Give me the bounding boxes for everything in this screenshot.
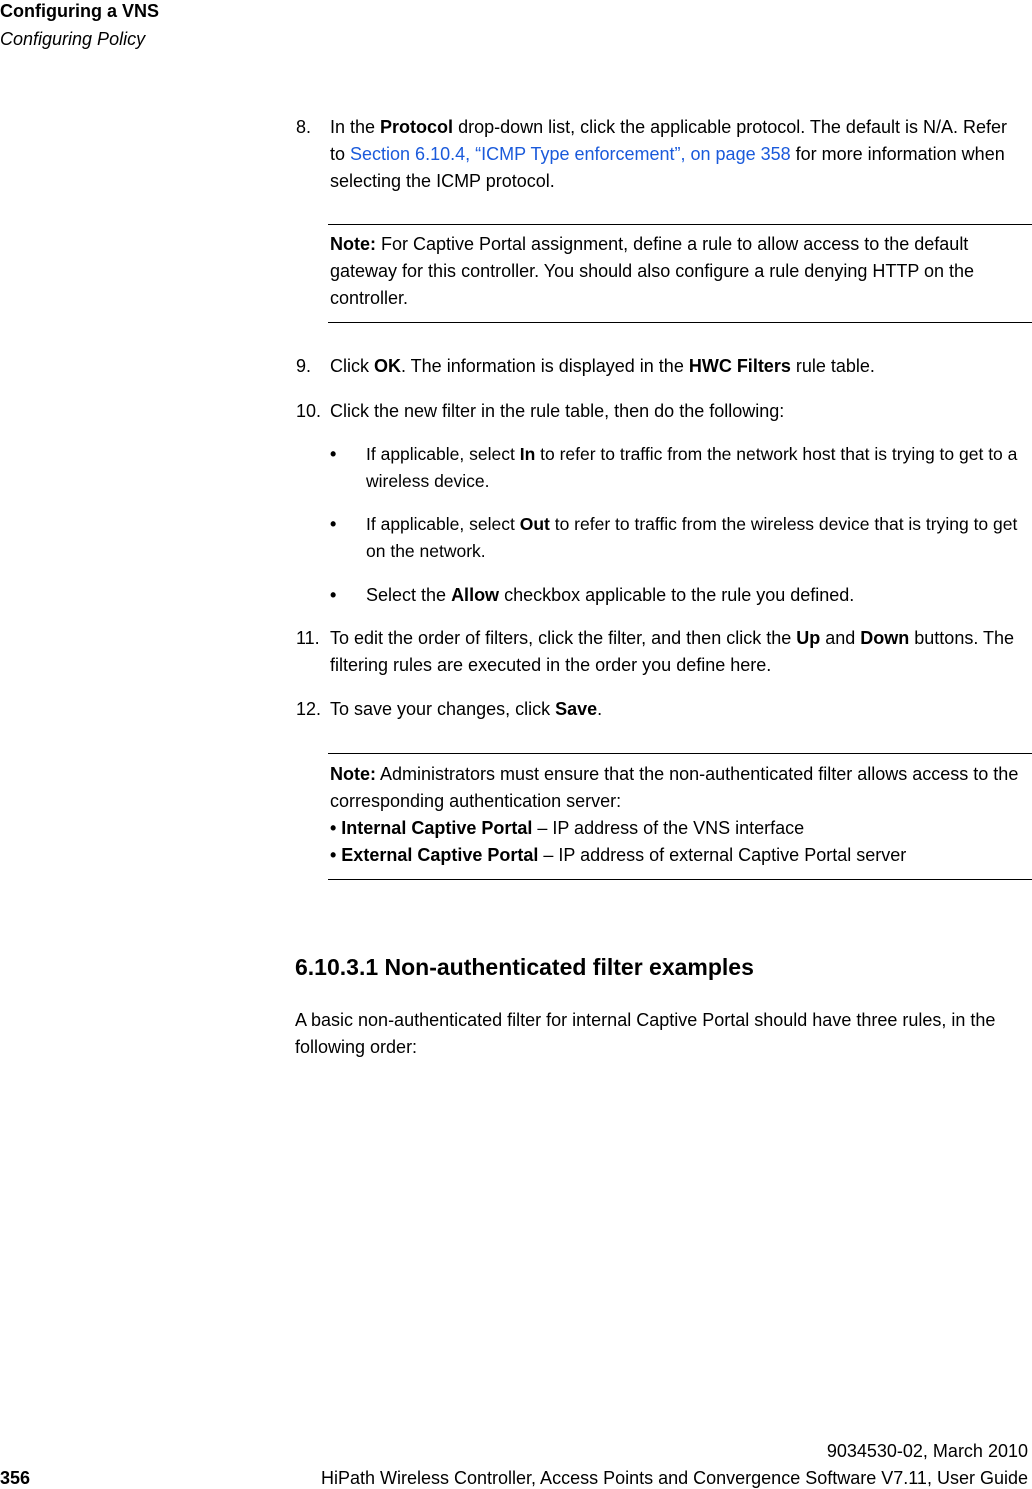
bullet-marker: • — [330, 444, 337, 464]
bullet-marker: • — [330, 585, 337, 605]
section-link[interactable]: Section 6.10.4, “ICMP Type enforcement”, on page 358 — [350, 144, 791, 164]
step-11-number: 11. — [296, 628, 320, 648]
note-admin: Note: Administrators must ensure that the non-authenticated filter allows access to the corresponding authentication server: — [330, 764, 1019, 811]
page-number: 356 — [0, 1468, 31, 1488]
section-title: Configuring Policy — [0, 29, 146, 49]
step-8-text: In the Protocol drop-down list, click the applicable protocol. The default is N/A. Refer to Section 6.10.4, “ICMP Type enforcement”, on page 358 for more information when selecting the ICMP protocol. — [330, 117, 1008, 191]
step-8-number: 8. — [296, 117, 312, 137]
step-10-text: Click the new filter in the rule table, then do the following: — [330, 401, 785, 421]
note-item-external: • External Captive Portal – IP address of external Captive Portal server — [330, 845, 907, 865]
note-top-rule — [328, 224, 1032, 225]
step-11-text: To edit the order of filters, click the filter, and then click the Up and Down buttons. The filtering rules are executed in the order you define here. — [330, 628, 1015, 675]
bullet-marker: • — [330, 514, 337, 534]
note-top-rule — [328, 753, 1032, 754]
note-item-internal: • Internal Captive Portal – IP address of the VNS interface — [330, 818, 805, 838]
step-9-number: 9. — [296, 356, 312, 376]
note-captive-portal: Note: For Captive Portal assignment, define a rule to allow access to the default gateway for this controller. You should also configure a rule denying HTTP on the controller. — [330, 234, 975, 308]
bullet-out: If applicable, select Out to refer to traffic from the wireless device that is trying to get on the network. — [366, 514, 1018, 561]
doc-id: 9034530-02, March 2010 — [826, 1441, 1028, 1461]
note-bottom-rule — [328, 322, 1032, 323]
step-10-number: 10. — [296, 401, 322, 421]
bullet-in: If applicable, select In to refer to traffic from the network host that is trying to get to a wireless device. — [366, 444, 1018, 491]
guide-title: HiPath Wireless Controller, Access Points and Convergence Software V7.11, User Guide — [320, 1468, 1028, 1488]
note-bottom-rule — [328, 879, 1032, 880]
step-12-number: 12. — [296, 699, 322, 719]
intro-paragraph: A basic non-authenticated filter for internal Captive Portal should have three rules, in the following order: — [295, 1010, 996, 1057]
step-9-text: Click OK. The information is displayed in the HWC Filters rule table. — [330, 356, 875, 376]
section-heading: 6.10.3.1 Non-authenticated filter examples — [295, 954, 754, 980]
chapter-title: Configuring a VNS — [0, 1, 159, 21]
bullet-allow: Select the Allow checkbox applicable to the rule you defined. — [366, 585, 855, 605]
step-12-text: To save your changes, click Save. — [330, 699, 603, 719]
